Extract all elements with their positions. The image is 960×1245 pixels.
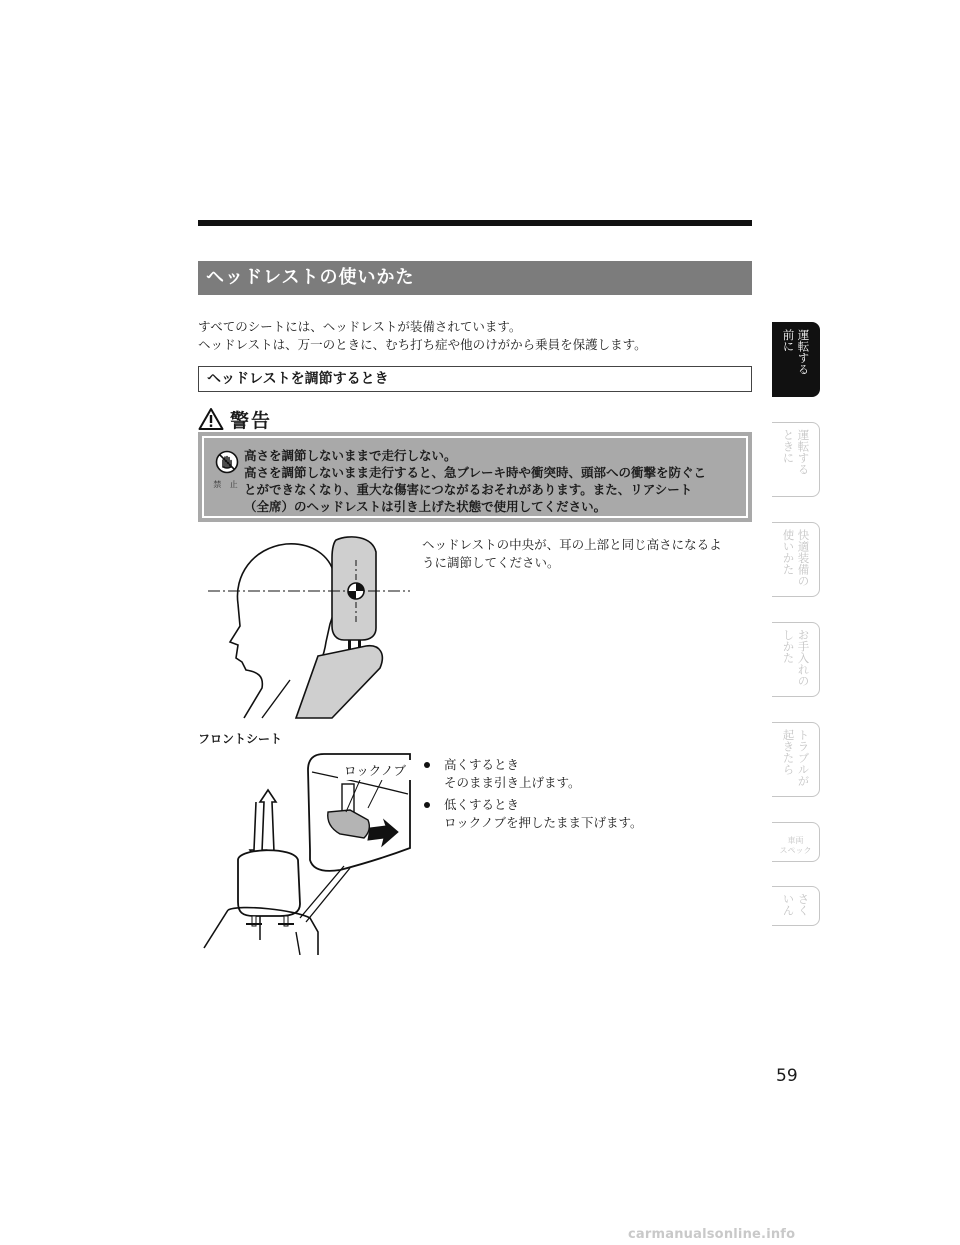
tab-label: トラブルが: [796, 729, 811, 787]
prohibition-label: 禁 止: [213, 480, 241, 489]
warning-line: 高さを調節しないまま走行すると、急ブレーキ時や衝突時、頭部への衝撃を防ぐこ: [244, 465, 707, 480]
intro-line: すべてのシートには、ヘッドレストが装備されています。: [198, 319, 522, 334]
bullet-dot: [424, 802, 430, 808]
tab-label: 快適装備の: [796, 529, 811, 587]
description-line: ヘッドレストの中央が、耳の上部と同じ高さになるよ: [422, 537, 722, 552]
warning-line: 高さを調節しないままで走行しない。: [244, 448, 457, 463]
warning-line: とができなくなり、重大な傷害につながるおそれがあります。また、リアシート: [244, 482, 693, 497]
tab-label: 運転する: [796, 329, 811, 375]
tab-label: お手入れの: [796, 629, 811, 687]
description-line: うに調節してください。: [422, 555, 560, 570]
tab-label: さく: [796, 893, 811, 916]
tab-maintenance[interactable]: [772, 622, 820, 697]
tab-label: 運転する: [796, 429, 811, 475]
warning-box: [198, 432, 752, 522]
bullet-title: 高くするとき: [444, 757, 520, 772]
warning-line: （全席）のヘッドレストは引き上げた状態で使用してください。: [244, 499, 607, 514]
page-number: 59: [776, 1066, 798, 1086]
bullet-dot: [424, 762, 430, 768]
tab-label: 車両: [787, 836, 804, 845]
bullet-text: ロックノブを押したまま下げます。: [444, 815, 643, 830]
warning-text: [244, 447, 738, 515]
warning-heading: [198, 406, 272, 432]
tab-specifications[interactable]: [772, 822, 820, 862]
top-rule: [198, 220, 752, 226]
bullet-text: そのまま引き上げます。: [444, 775, 581, 790]
tab-index[interactable]: [772, 886, 820, 926]
footer-watermark: carmanualsonline.info: [628, 1227, 796, 1242]
tab-while-driving[interactable]: [772, 422, 820, 497]
tab-label: ときに: [781, 429, 796, 464]
lock-knob-illustration: [200, 750, 415, 955]
section-title: ヘッドレストの使いかた: [198, 261, 752, 295]
tab-comfort-features[interactable]: [772, 522, 820, 597]
tab-label: いん: [781, 893, 796, 916]
prohibited-hand-icon: [215, 450, 239, 474]
prohibition-mark: [213, 450, 241, 490]
intro-text: [198, 318, 758, 354]
subsection-title: ヘッドレストを調節するとき: [198, 366, 752, 392]
tab-label: 使いかた: [781, 529, 796, 575]
figure-caption: フロントシート: [198, 732, 283, 746]
warning-box-inner: [202, 436, 748, 518]
intro-line: ヘッドレストは、万一のときに、むち打ち症や他のけがから乗員を保護します。: [198, 337, 647, 352]
tab-label: 前に: [781, 329, 796, 352]
tab-label: スペック: [779, 846, 812, 855]
headrest-height-illustration: [200, 530, 415, 720]
warning-triangle-icon: [198, 407, 224, 431]
list-item: [422, 756, 752, 792]
tab-label: しかた: [781, 629, 796, 664]
list-item: [422, 796, 752, 832]
warning-label: 警告: [230, 409, 273, 432]
tab-label: 起きたら: [781, 729, 796, 775]
adjust-description: [422, 536, 752, 572]
tab-troubleshooting[interactable]: [772, 722, 820, 797]
adjust-steps: [422, 756, 752, 836]
lock-knob-callout: ロックノブ: [344, 763, 407, 778]
bullet-title: 低くするとき: [444, 797, 520, 812]
tab-before-driving[interactable]: [772, 322, 820, 397]
